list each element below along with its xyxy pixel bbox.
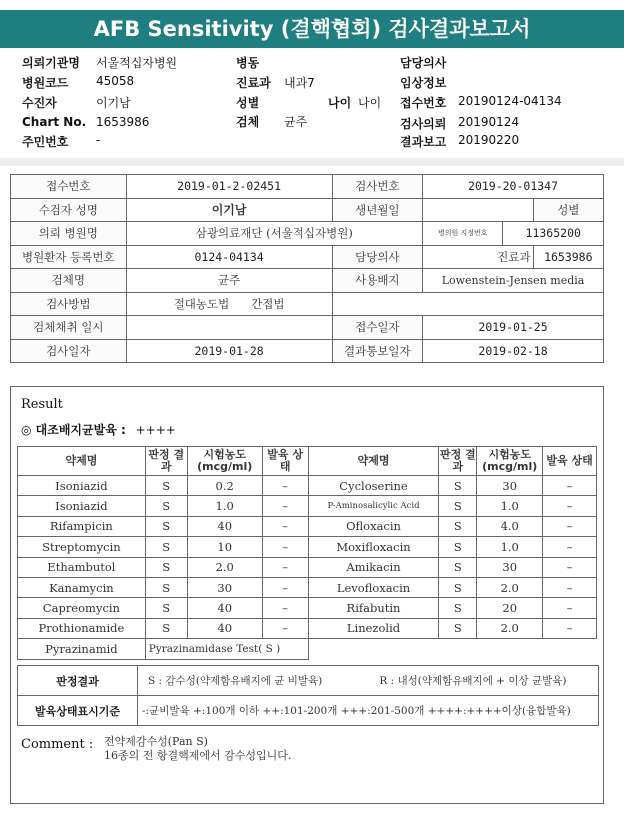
growth-status: – bbox=[543, 557, 597, 577]
growth-header-right: 발육 상태 bbox=[543, 447, 597, 476]
drug-name: Ethambutol bbox=[18, 557, 146, 577]
comment-line-1: 전약제감수성(Pan S) bbox=[104, 735, 208, 748]
table-row bbox=[18, 537, 597, 557]
susceptibility-table bbox=[17, 446, 597, 660]
test-conc: 4.0 bbox=[477, 516, 543, 536]
judge-result: S bbox=[145, 537, 187, 557]
growth-status: – bbox=[543, 476, 597, 496]
sex-cell bbox=[533, 198, 603, 222]
sex-label: 성별 bbox=[557, 202, 580, 217]
test-date-label: 검사일자 bbox=[11, 339, 127, 363]
table-row bbox=[18, 557, 597, 577]
growth-status: – bbox=[262, 577, 308, 597]
specimen-value: 균주 bbox=[284, 115, 308, 129]
notify-value: 2019-02-18 bbox=[423, 339, 604, 363]
collector-value: 이기남 bbox=[96, 96, 131, 110]
test-conc: 1.0 bbox=[477, 496, 543, 516]
judge-result: S bbox=[439, 598, 477, 618]
judge-legend-r: R : 내성(약제함유배지에 + 이상 균발육) bbox=[379, 675, 567, 687]
designated-label: 병의원 지정번호 bbox=[423, 222, 503, 246]
test-conc: 1.0 bbox=[187, 496, 262, 516]
ward-label: 병동 bbox=[236, 56, 260, 70]
drug-name: Isoniazid bbox=[18, 476, 146, 496]
growth-status: – bbox=[262, 557, 308, 577]
institution-label: 의뢰기관명 bbox=[22, 56, 80, 70]
drug-name: Linezolid bbox=[308, 618, 439, 638]
comment-line-2: 16종의 전 항결핵제에서 감수성입니다. bbox=[104, 749, 292, 762]
growth-status: – bbox=[543, 496, 597, 516]
pza-label: Pyrazinamid bbox=[18, 639, 146, 659]
dob-value bbox=[423, 198, 534, 222]
institution-value: 서울적십자병원 bbox=[96, 56, 178, 70]
method-absolute: 절대농도법 bbox=[173, 296, 230, 311]
growth-status: – bbox=[262, 537, 308, 557]
control-growth bbox=[21, 421, 176, 438]
growth-legend-value: -:균비발육 +:100개 이하 ++:101-200개 +++:201-500개 ++++:++++이상(융합발육) bbox=[138, 696, 599, 726]
dept-value: 내과7 bbox=[284, 76, 315, 90]
judge-result: S bbox=[145, 577, 187, 597]
test-conc: 30 bbox=[477, 476, 543, 496]
notify-label: 결과통보일자 bbox=[332, 339, 422, 363]
judge-result: S bbox=[439, 516, 477, 536]
report-title: AFB Sensitivity (결핵협회) 검사결과보고서 bbox=[0, 10, 624, 48]
hospital-value: 삼광의료재단 (서울적십자병원) bbox=[126, 222, 422, 246]
table-row bbox=[18, 496, 597, 516]
judge-result: S bbox=[439, 618, 477, 638]
conc-header-right: 시험농도 (mcg/ml) bbox=[477, 447, 543, 476]
dob-label: 생년월일 bbox=[332, 198, 422, 222]
growth-status: – bbox=[262, 618, 308, 638]
judge-result: S bbox=[145, 496, 187, 516]
judge-result: S bbox=[145, 476, 187, 496]
conc-header-left: 시험농도 (mcg/ml) bbox=[187, 447, 262, 476]
drug-name: P-Aminosalicylic Acid bbox=[308, 496, 439, 516]
test-no-value: 2019-20-01347 bbox=[423, 175, 604, 199]
collector-label: 수진자 bbox=[22, 96, 57, 110]
method-blank bbox=[332, 292, 603, 316]
judge-legend-label: 판정결과 bbox=[18, 666, 138, 696]
growth-status: – bbox=[262, 496, 308, 516]
test-conc: 20 bbox=[477, 598, 543, 618]
patient-value: 이기남 bbox=[126, 198, 332, 222]
judge-result: S bbox=[145, 516, 187, 536]
test-conc: 2.0 bbox=[477, 618, 543, 638]
judge-result: S bbox=[145, 618, 187, 638]
receipt-no-value: 2019-01-2-02451 bbox=[126, 175, 332, 199]
test-conc: 1.0 bbox=[477, 537, 543, 557]
test-conc: 40 bbox=[187, 618, 262, 638]
table-row bbox=[18, 577, 597, 597]
growth-header-left: 발육 상태 bbox=[262, 447, 308, 476]
test-conc: 2.0 bbox=[477, 577, 543, 597]
judge-result: S bbox=[439, 577, 477, 597]
report-value: 20190220 bbox=[458, 133, 520, 147]
growth-legend-label: 발육상태표시기준 bbox=[18, 696, 138, 726]
receipt-value: 20190124-04134 bbox=[458, 94, 562, 108]
drug-name: Prothionamide bbox=[18, 618, 146, 638]
test-conc: 30 bbox=[187, 577, 262, 597]
judge-header-left: 판정 결과 bbox=[145, 447, 187, 476]
judge-result: S bbox=[439, 476, 477, 496]
test-date-value: 2019-01-28 bbox=[126, 339, 332, 363]
designated-value: 11365200 bbox=[503, 222, 604, 246]
test-conc: 0.2 bbox=[187, 476, 262, 496]
report-header bbox=[22, 54, 622, 154]
collect-label: 검체채취 일시 bbox=[11, 316, 127, 340]
legend-table bbox=[17, 665, 599, 726]
request-label: 검사의뢰 bbox=[400, 117, 447, 131]
test-conc: 40 bbox=[187, 516, 262, 536]
medium-value: Lowenstein-Jensen media bbox=[423, 269, 604, 293]
drug-name: Rifampicin bbox=[18, 516, 146, 536]
scanned-report bbox=[0, 166, 624, 836]
doctor-label: 담당의사 bbox=[332, 245, 422, 269]
method-label: 검사방법 bbox=[11, 292, 127, 316]
receipt-no-label: 접수번호 bbox=[11, 175, 127, 199]
sex-label: 성별 bbox=[236, 96, 260, 110]
doctor-label: 담당의사 bbox=[400, 56, 447, 70]
drug-name: Streptomycin bbox=[18, 537, 146, 557]
control-growth-value: ++++ bbox=[135, 423, 176, 437]
growth-status: – bbox=[543, 537, 597, 557]
method-indirect: 간접법 bbox=[251, 296, 285, 311]
chart-value: 1653986 bbox=[96, 115, 150, 129]
growth-status: – bbox=[543, 516, 597, 536]
hospital-code-label: 병원코드 bbox=[22, 76, 69, 90]
judge-result: S bbox=[145, 598, 187, 618]
result-title: Result bbox=[21, 397, 63, 412]
reg-label: 병원환자 등록번호 bbox=[11, 245, 127, 269]
age-value: 나이 bbox=[358, 96, 382, 110]
test-no-label: 검사번호 bbox=[332, 175, 422, 199]
drug-name: Kanamycin bbox=[18, 577, 146, 597]
judge-legend-s: S : 감수성(약제함유배지에 균 비발육) bbox=[148, 675, 323, 687]
test-conc: 2.0 bbox=[187, 557, 262, 577]
growth-status: – bbox=[543, 598, 597, 618]
drug-name: Rifabutin bbox=[308, 598, 439, 618]
hospital-code-value: 45058 bbox=[96, 74, 135, 88]
table-row bbox=[18, 516, 597, 536]
test-conc: 10 bbox=[187, 537, 262, 557]
judge-result: S bbox=[439, 496, 477, 516]
receipt-label: 접수번호 bbox=[400, 96, 447, 110]
reg-value: 0124-04134 bbox=[126, 245, 332, 269]
dept-label: 진료과 bbox=[497, 249, 531, 264]
hospital-label: 의뢰 병원명 bbox=[11, 222, 127, 246]
specimen-label: 검체명 bbox=[11, 269, 127, 293]
growth-status: – bbox=[262, 598, 308, 618]
received-label: 접수일자 bbox=[332, 316, 422, 340]
drug-name: Cycloserine bbox=[308, 476, 439, 496]
judge-result: S bbox=[145, 557, 187, 577]
drug-name: Ofloxacin bbox=[308, 516, 439, 536]
growth-status: – bbox=[543, 577, 597, 597]
drug-name: Amikacin bbox=[308, 557, 439, 577]
table-row bbox=[18, 598, 597, 618]
drug-name: Isoniazid bbox=[18, 496, 146, 516]
collect-value bbox=[126, 316, 332, 340]
request-value: 20190124 bbox=[458, 115, 520, 129]
age-label: 나이 bbox=[328, 96, 352, 110]
received-value: 2019-01-25 bbox=[423, 316, 604, 340]
report-label: 결과보고 bbox=[400, 135, 447, 149]
control-growth-label: ◎ 대조배지균발육 : bbox=[21, 423, 126, 437]
table-row bbox=[18, 476, 597, 496]
test-conc: 30 bbox=[477, 557, 543, 577]
drug-header-left: 약제명 bbox=[18, 447, 146, 476]
drug-header-right: 약제명 bbox=[308, 447, 439, 476]
method-value bbox=[126, 292, 332, 316]
comment-text bbox=[104, 735, 291, 763]
rrn-label: 주민번호 bbox=[22, 135, 69, 149]
result-section bbox=[10, 386, 604, 804]
specimen-value: 균주 bbox=[126, 269, 332, 293]
drug-name: Moxifloxacin bbox=[308, 537, 439, 557]
patient-label: 수검자 성명 bbox=[11, 198, 127, 222]
judge-header-right: 판정 결과 bbox=[439, 447, 477, 476]
rrn-value: - bbox=[96, 133, 101, 147]
pyrazinamide-row bbox=[18, 639, 597, 659]
specimen-label: 검체 bbox=[236, 115, 260, 129]
growth-status: – bbox=[262, 476, 308, 496]
judge-result: S bbox=[439, 557, 477, 577]
comment-label: Comment : bbox=[21, 737, 94, 752]
pza-blank bbox=[308, 639, 596, 659]
dept-cell bbox=[423, 245, 534, 269]
dept-value: 1653986 bbox=[533, 245, 603, 269]
growth-status: – bbox=[262, 516, 308, 536]
judge-legend-value bbox=[138, 666, 599, 696]
patient-info-table bbox=[10, 174, 604, 363]
judge-result: S bbox=[439, 537, 477, 557]
drug-name: Capreomycin bbox=[18, 598, 146, 618]
drug-name: Levofloxacin bbox=[308, 577, 439, 597]
pza-value: Pyrazinamidase Test( S ) bbox=[145, 639, 308, 659]
test-conc: 40 bbox=[187, 598, 262, 618]
table-row bbox=[18, 618, 597, 638]
growth-status: – bbox=[543, 618, 597, 638]
header-divider bbox=[0, 158, 624, 166]
medium-label: 사용배지 bbox=[332, 269, 422, 293]
chart-label: Chart No. bbox=[22, 115, 87, 129]
clinical-label: 임상정보 bbox=[400, 76, 447, 90]
dept-label: 진료과 bbox=[236, 76, 271, 90]
